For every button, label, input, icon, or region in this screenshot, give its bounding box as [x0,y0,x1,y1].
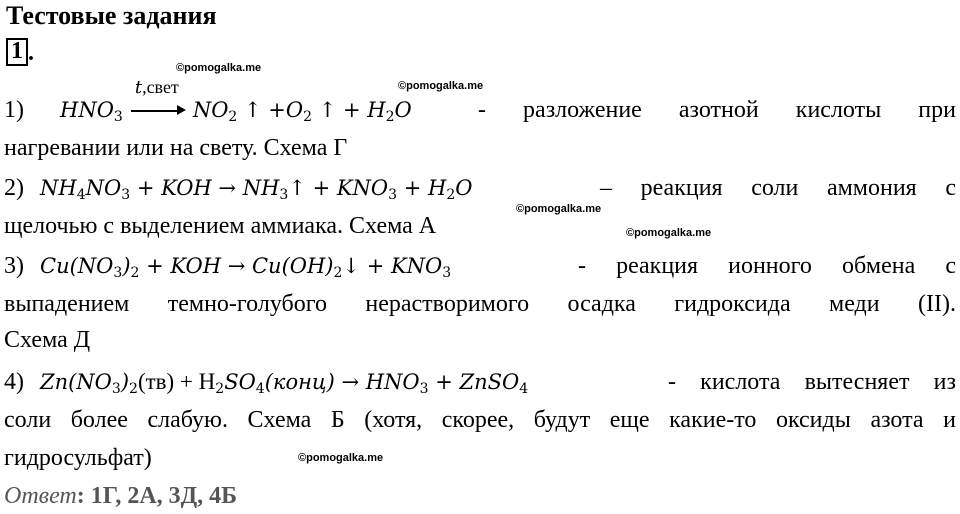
item-3-line-1 [4,248,956,284]
watermark: ©pomogalka.me [398,80,484,92]
item-4-description: - кислота вытесняет из [668,369,956,395]
item-4-line-2: соли более слабую. Схема Б (хотя, скорее, будут еще какие-то оксиды азота и [4,407,956,433]
item-1-line-2: нагревании или на свету. Схема Г [4,135,348,161]
item-2-description: – реакция соли аммония с [600,175,956,201]
item-1-description: - разложение азотной кислоты при [478,97,956,123]
answer [4,478,237,514]
item-3-line-3: Схема Д [4,327,91,353]
item-2-line-1 [4,170,956,206]
item-3-number: 3) [4,253,24,279]
answer-colon: : [76,483,85,509]
item-2-equation: $NH_4NO_3$ + KOH → $NH_3↑ + KNO_3 + H_2O$ [40,176,473,203]
item-2-number: 2) [4,175,24,201]
task-number [6,40,34,66]
item-3-description: - реакция ионного обмена с [578,253,956,279]
page-title: Тестовые задания [6,1,217,30]
item-4-number: 4) [4,369,24,395]
item-2-line-2: щелочью с выделением аммиака. Схема А [4,213,437,239]
arrow-condition: t,свет [134,77,179,99]
item-3-line-2: выпадением темно-голубого нерастворимого осадка гидроксида меди (II). [4,291,956,317]
watermark: ©pomogalka.me [516,203,602,215]
item-4-line-1 [4,364,956,400]
reaction-arrow-icon [129,77,187,121]
answer-value: 1Г, 2А, 3Д, 4Б [84,483,238,509]
item-4-equation: $Zn(NO_3)_2(тв)$ + $H_2SO_4(конц) \to HNO_3$ + ZnSO$_4$ [40,369,529,397]
task-number-suffix: . [28,40,34,66]
answer-label: Ответ [4,483,77,509]
item-4-line-3: гидросульфат) [4,445,152,471]
item-3-equation: $Cu(NO_3)_2$ + KOH → $Cu(OH)_2↓ + KNO_3$ [40,254,452,281]
watermark: ©pomogalka.me [298,452,384,464]
watermark: ©pomogalka.me [176,62,262,74]
task-number-box: 1 [6,38,28,66]
item-1-equation: $HNO_3$ [60,98,123,125]
item-1-equation-products: $NO_2$ ↑ $+O_2$ ↑ + $H_2O$ [192,98,412,125]
item-1-number: 1) [4,97,24,123]
watermark: ©pomogalka.me [626,227,712,239]
